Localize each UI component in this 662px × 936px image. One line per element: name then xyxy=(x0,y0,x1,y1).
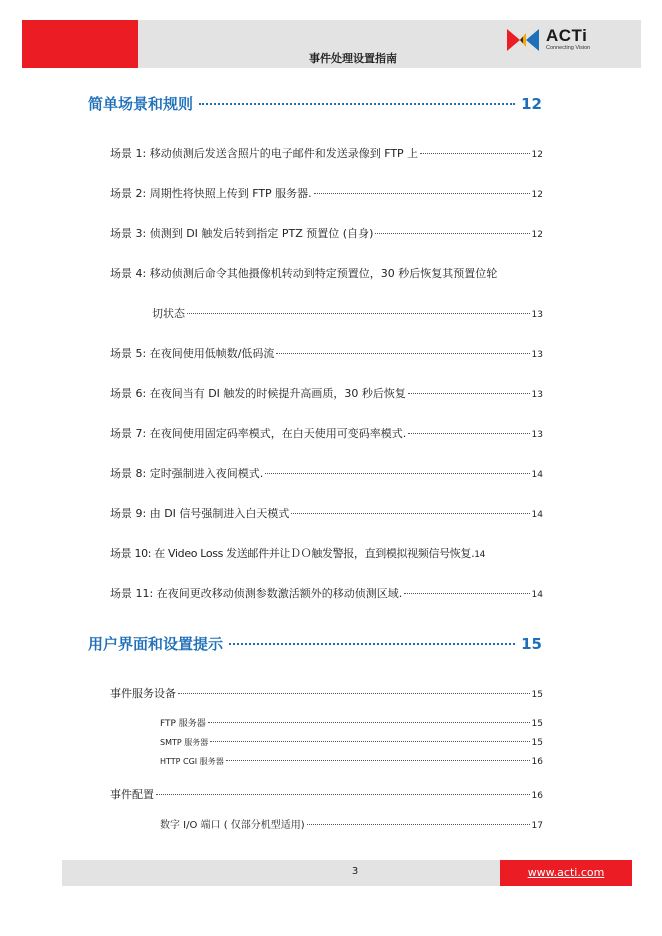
logo-subtext: Connecting Vision xyxy=(546,45,591,51)
website-link[interactable]: www.acti.com xyxy=(527,866,605,879)
toc-section-title: 简单场景和规则 xyxy=(88,95,194,113)
toc-entry-page: 14 xyxy=(531,590,543,600)
toc-entry[interactable] xyxy=(110,425,543,441)
toc-entry[interactable] xyxy=(110,345,543,361)
toc-entry-page: 13 xyxy=(531,430,543,440)
dot-leader xyxy=(187,313,530,314)
dot-leader xyxy=(229,643,515,645)
dot-leader xyxy=(291,513,529,514)
dot-leader xyxy=(420,153,529,154)
toc-section-page: 15 xyxy=(521,635,542,653)
toc-entry-continuation[interactable] xyxy=(152,305,543,321)
dot-leader xyxy=(178,693,530,694)
toc-entry-page: 12 xyxy=(531,230,543,240)
toc-entry[interactable] xyxy=(110,385,543,401)
toc-entry[interactable] xyxy=(110,465,543,481)
toc-section-title: 用户界面和设置提示 xyxy=(88,635,224,653)
dot-leader xyxy=(408,433,529,434)
toc-entry-text: 事件服务设备 xyxy=(110,687,176,700)
toc-entry-page: 16 xyxy=(531,791,543,801)
toc-entry-page: 12 xyxy=(531,190,543,200)
toc-entry-page: 14 xyxy=(531,510,543,520)
toc-entry-text: 场景 11: 在夜间更改移动侦测参数激活额外的移动侦测区域. xyxy=(110,587,403,600)
dot-leader xyxy=(265,473,529,474)
toc-subentry[interactable] xyxy=(160,756,543,767)
toc-entry-page: 16 xyxy=(531,757,543,767)
dot-leader xyxy=(408,393,530,394)
logo-text: ACTi xyxy=(546,26,588,45)
toc-entry-page: 15 xyxy=(531,690,543,700)
dot-leader xyxy=(375,233,529,234)
toc-entry[interactable] xyxy=(110,585,543,601)
toc-entry-text: 场景 7: 在夜间使用固定码率模式，在白天使用可变码率模式. xyxy=(110,427,407,440)
acti-logo xyxy=(506,27,616,55)
toc-entry[interactable] xyxy=(110,265,543,281)
toc-entry-page: 13 xyxy=(531,310,543,320)
toc-entry-text: 场景 9: 由 DI 信号强制进入白天模式 xyxy=(110,507,290,520)
toc-entry-text: 场景 10: 在 Video Loss 发送邮件并让ＤＯ触发警报，直到模拟视频信号恢复. xyxy=(110,547,475,560)
toc-entry[interactable] xyxy=(110,545,543,561)
toc-entry-page: 12 xyxy=(531,150,543,160)
toc-entry-text: FTP 服务器 xyxy=(160,719,206,729)
toc-entry-text: 切状态 xyxy=(152,307,185,320)
dot-leader xyxy=(276,353,529,354)
toc-entry-page: 17 xyxy=(531,821,543,831)
toc-section-heading[interactable] xyxy=(88,633,542,654)
dot-leader xyxy=(226,760,530,761)
toc-subentry[interactable] xyxy=(160,716,543,729)
toc-entry-page: 14 xyxy=(474,550,485,560)
toc-entry-text: 场景 4: 移动侦测后命令其他摄像机转动到特定预置位，30 秒后恢复其预置位轮 xyxy=(110,267,498,280)
dot-leader xyxy=(208,722,530,723)
acti-logo-icon xyxy=(506,27,540,53)
toc-entry-text: 场景 2: 周期性将快照上传到 FTP 服务器. xyxy=(110,187,312,200)
toc-entry[interactable] xyxy=(110,185,543,201)
dot-leader xyxy=(199,103,515,105)
toc-entry-text: 场景 8: 定时强制进入夜间模式. xyxy=(110,467,264,480)
header-red-block xyxy=(22,20,138,68)
dot-leader xyxy=(156,794,530,795)
toc-subentry[interactable] xyxy=(160,737,543,748)
dot-leader xyxy=(307,824,530,825)
toc-entry[interactable] xyxy=(110,505,543,521)
toc-entry-text: 场景 1: 移动侦测后发送含照片的电子邮件和发送录像到 FTP 上 xyxy=(110,147,419,160)
toc-entry[interactable] xyxy=(110,225,543,241)
toc-entry[interactable] xyxy=(110,786,543,802)
toc-entry-text: SMTP 服务器 xyxy=(160,738,209,747)
toc-entry-page: 13 xyxy=(531,390,543,400)
dot-leader xyxy=(314,193,530,194)
toc-subentry[interactable] xyxy=(160,816,543,831)
toc-section-page: 12 xyxy=(521,95,542,113)
toc-entry[interactable] xyxy=(110,145,543,161)
toc-entry[interactable] xyxy=(110,685,543,701)
toc-entry-text: HTTP CGI 服务器 xyxy=(160,757,224,766)
page-number: 3 xyxy=(351,866,359,877)
toc-section-heading[interactable] xyxy=(88,93,542,114)
toc-entry-text: 场景 3: 侦测到 DI 触发后转到指定 PTZ 预置位 (自身) xyxy=(110,227,374,240)
toc-entry-page: 15 xyxy=(531,719,543,729)
document-title: 事件处理设置指南 xyxy=(309,52,397,65)
toc-entry-text: 事件配置 xyxy=(110,788,154,801)
toc-entry-page: 13 xyxy=(531,350,543,360)
dot-leader xyxy=(210,741,529,742)
toc-entry-page: 15 xyxy=(531,738,543,748)
dot-leader xyxy=(404,593,529,594)
toc-entry-page: 14 xyxy=(531,470,543,480)
toc-entry-text: 数字 I/O 端口 ( 仅部分机型适用) xyxy=(160,820,305,831)
toc-entry-text: 场景 5: 在夜间使用低帧数/低码流 xyxy=(110,347,275,360)
toc-entry-text: 场景 6: 在夜间当有 DI 触发的时候提升高画质，30 秒后恢复 xyxy=(110,387,406,400)
